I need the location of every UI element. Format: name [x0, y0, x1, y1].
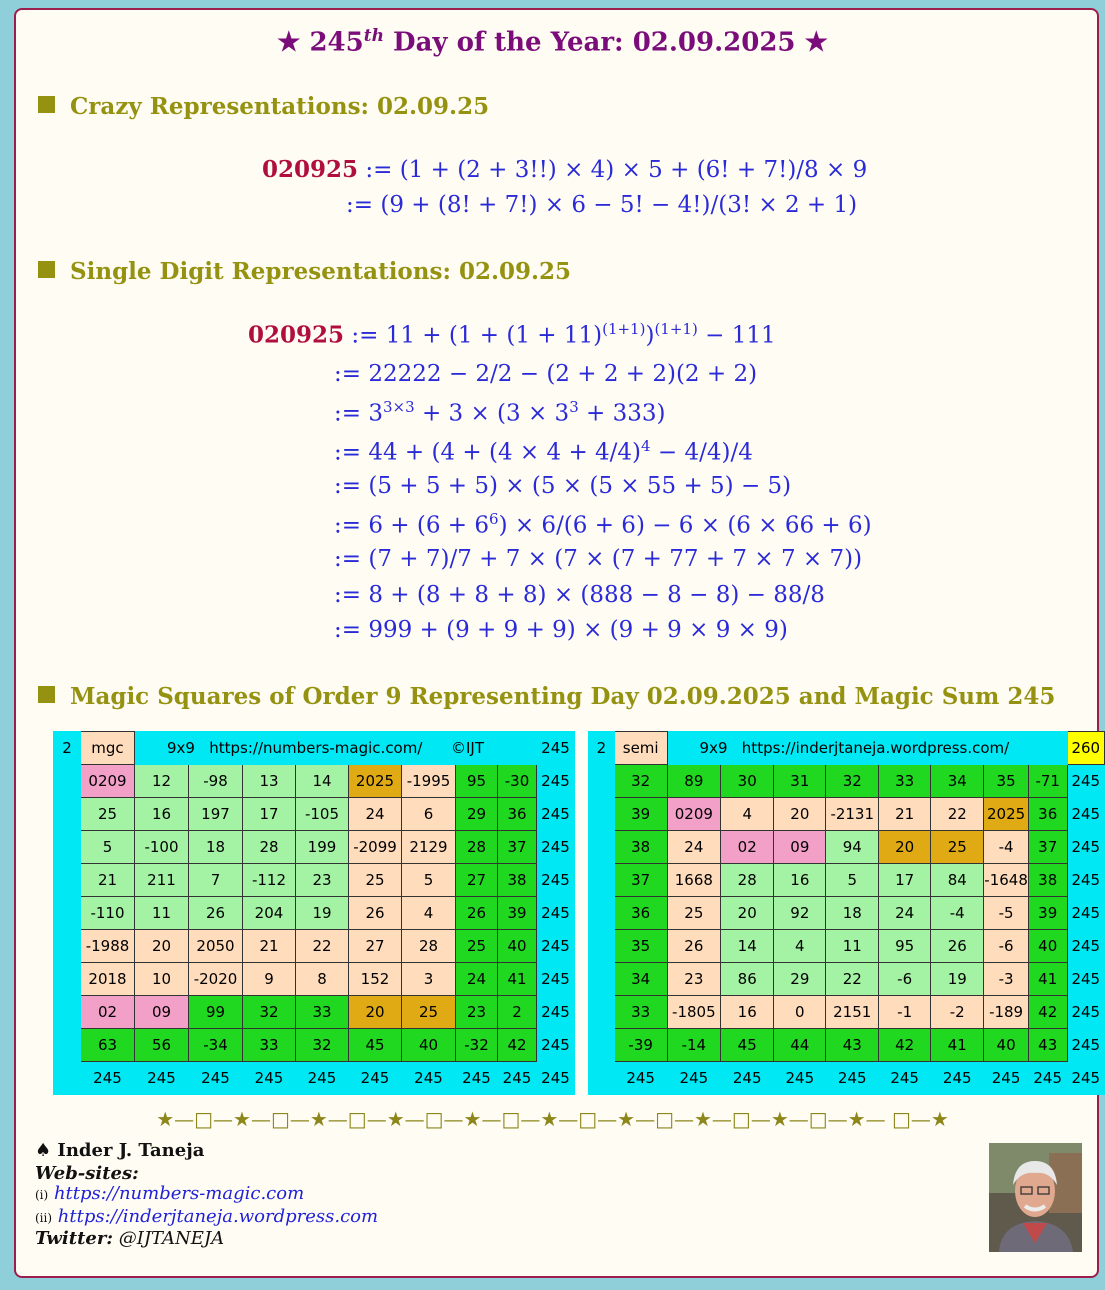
square-cell: 36 [498, 798, 537, 831]
index-cell [54, 798, 81, 831]
table-row [54, 996, 575, 1029]
square-cell: 22 [296, 930, 349, 963]
square-cell: -98 [189, 765, 243, 798]
table-row [54, 1029, 575, 1062]
header-index: 2 [589, 732, 615, 765]
sum-cell: 245 [537, 798, 575, 831]
index-cell [589, 897, 615, 930]
square-cell: 24 [349, 798, 402, 831]
sum-cell: 245 [81, 1062, 135, 1095]
square-cell: 35 [614, 930, 667, 963]
sum-cell: 245 [296, 1062, 349, 1095]
sum-cell: 245 [537, 930, 575, 963]
square-cell: 23 [667, 963, 721, 996]
square-cell: 23 [456, 996, 498, 1029]
square-cell: 42 [1028, 996, 1067, 1029]
square-cell: 33 [296, 996, 349, 1029]
square-cell: 16 [774, 864, 826, 897]
sum-cell: 245 [537, 963, 575, 996]
square-cell: 38 [614, 831, 667, 864]
sum-cell: 245 [1067, 831, 1104, 864]
square-cell: 33 [243, 1029, 296, 1062]
square-cell: 63 [81, 1029, 135, 1062]
sum-cell: 245 [537, 897, 575, 930]
square-cell: -105 [296, 798, 349, 831]
crazy-line-2: := (9 + (8! + 7!) × 6 − 5! − 4!)/(3! × 2 + 1) [346, 192, 858, 218]
square-cell: 20 [721, 897, 774, 930]
square-cell: 86 [721, 963, 774, 996]
table-row [589, 831, 1105, 864]
sum-cell: 245 [349, 1062, 402, 1095]
square-cell: -189 [984, 996, 1029, 1029]
square-cell: 27 [349, 930, 402, 963]
single-line-8: := 8 + (8 + 8 + 8) × (888 − 8 − 8) − 88/8 [334, 582, 825, 608]
square-cell: 28 [721, 864, 774, 897]
single-line-3: := $3^{3\times 3} + 3 \times (3 \times 3^3 + 333)$ [334, 398, 666, 427]
square-cell: -4 [931, 897, 984, 930]
square-cell: 44 [774, 1029, 826, 1062]
sum-cell: 245 [243, 1062, 296, 1095]
square-cell: 95 [456, 765, 498, 798]
square-cell: 28 [402, 930, 456, 963]
index-cell [54, 765, 81, 798]
square-cell: 19 [931, 963, 984, 996]
square-cell: 56 [135, 1029, 189, 1062]
sum-cell: 245 [498, 1062, 537, 1095]
square-cell: 20 [879, 831, 931, 864]
sum-cell: 245 [1028, 1062, 1067, 1095]
square-cell: -112 [243, 864, 296, 897]
magic-square-1 [53, 731, 575, 1095]
table-row [54, 930, 575, 963]
sum-cell: 245 [826, 1062, 879, 1095]
sum-cell: 245 [667, 1062, 721, 1095]
sum-cell: 245 [456, 1062, 498, 1095]
square-cell: 21 [243, 930, 296, 963]
square-cell: 24 [456, 963, 498, 996]
square-cell: 89 [667, 765, 721, 798]
sum-cell: 245 [537, 831, 575, 864]
square-cell: 27 [456, 864, 498, 897]
table-row [589, 963, 1105, 996]
square-cell: 197 [189, 798, 243, 831]
sum-cell: 245 [721, 1062, 774, 1095]
square-cell: 9 [243, 963, 296, 996]
square-cell: 18 [826, 897, 879, 930]
square-cell: -2099 [349, 831, 402, 864]
index-cell [589, 963, 615, 996]
square-cell: 25 [667, 897, 721, 930]
square-cell: 41 [1028, 963, 1067, 996]
sum-cell: 245 [537, 1062, 575, 1095]
sum-cell: 245 [1067, 996, 1104, 1029]
square-cell: 2129 [402, 831, 456, 864]
table-row [54, 765, 575, 798]
square-cell: 4 [721, 798, 774, 831]
square-cell: 25 [402, 996, 456, 1029]
square-cell: 26 [931, 930, 984, 963]
table-row [589, 996, 1105, 1029]
square-cell: 24 [879, 897, 931, 930]
square-cell: 20 [135, 930, 189, 963]
square-cell: 25 [931, 831, 984, 864]
square-cell: 3 [402, 963, 456, 996]
table-row [589, 1029, 1105, 1062]
sum-cell: 245 [1067, 897, 1104, 930]
square-cell: -3 [984, 963, 1029, 996]
square-cell: -2131 [826, 798, 879, 831]
square-cell: 37 [614, 864, 667, 897]
table-row [54, 897, 575, 930]
square-cell: 37 [498, 831, 537, 864]
square-cell: 21 [879, 798, 931, 831]
square-cell: 4 [774, 930, 826, 963]
square-cell: -110 [81, 897, 135, 930]
square-cell: 26 [349, 897, 402, 930]
square-cell: 32 [243, 996, 296, 1029]
index-cell [589, 996, 615, 1029]
square-cell: 28 [243, 831, 296, 864]
square-cell: 1668 [667, 864, 721, 897]
square-cell: 09 [135, 996, 189, 1029]
square-cell: 32 [614, 765, 667, 798]
table-row [589, 897, 1105, 930]
square-cell: 152 [349, 963, 402, 996]
table-row [54, 798, 575, 831]
sum-cell: 245 [537, 765, 575, 798]
square-cell: 22 [826, 963, 879, 996]
square-cell: 26 [667, 930, 721, 963]
square-cell: -71 [1028, 765, 1067, 798]
square-cell: 43 [826, 1029, 879, 1062]
square-cell: 7 [189, 864, 243, 897]
square-cell: 39 [614, 798, 667, 831]
square-cell: 5 [81, 831, 135, 864]
square-cell: -2 [931, 996, 984, 1029]
square-cell: 13 [243, 765, 296, 798]
website-link-2[interactable]: https://inderjtaneja.wordpress.com [57, 1206, 379, 1227]
square-cell: 99 [189, 996, 243, 1029]
square-cell: 199 [296, 831, 349, 864]
square-cell: -5 [984, 897, 1029, 930]
square-cell: 02 [81, 996, 135, 1029]
square-cell: 2025 [984, 798, 1029, 831]
sum-cell: 245 [1067, 864, 1104, 897]
header-title: 9x9 https://numbers-magic.com/ ©IJT [135, 732, 537, 765]
square-cell: 35 [984, 765, 1029, 798]
square-cell: 41 [931, 1029, 984, 1062]
table-row [589, 765, 1105, 798]
table-row [589, 798, 1105, 831]
sum-cell: 245 [879, 1062, 931, 1095]
square-cell: 38 [498, 864, 537, 897]
section-crazy: Crazy Representations: 02.09.25 [38, 93, 489, 120]
author-photo [989, 1143, 1082, 1252]
square-cell: 11 [135, 897, 189, 930]
square-cell: 18 [189, 831, 243, 864]
website-1: (i) https://numbers-magic.com [35, 1183, 305, 1204]
square-cell: 0209 [667, 798, 721, 831]
square-cell: 31 [774, 765, 826, 798]
square-cell: 21 [81, 864, 135, 897]
square-cell: 30 [721, 765, 774, 798]
square-cell: -32 [456, 1029, 498, 1062]
square-cell: 40 [498, 930, 537, 963]
square-cell: 25 [456, 930, 498, 963]
square-cell: 16 [135, 798, 189, 831]
sum-cell: 245 [537, 996, 575, 1029]
sum-cell: 245 [931, 1062, 984, 1095]
square-cell: -34 [189, 1029, 243, 1062]
square-cell: 39 [498, 897, 537, 930]
square-cell: 16 [721, 996, 774, 1029]
star-separator: ★—□—★—□—★—□—★—□—★—□—★—□—★—□—★—□—★—□—★— □—★ [156, 1107, 949, 1131]
single-line-4: := $44 + (4 + (4 \times 4 + 4/4)^4 - 4/4)/4$ [334, 437, 753, 466]
square-cell: 0 [774, 996, 826, 1029]
square-cell: 43 [1028, 1029, 1067, 1062]
square-cell: 45 [349, 1029, 402, 1062]
square-cell: -6 [879, 963, 931, 996]
square-cell: 4 [402, 897, 456, 930]
header-title: 9x9 https://inderjtaneja.wordpress.com/ [667, 732, 1067, 765]
square-cell: -1995 [402, 765, 456, 798]
square-cell: 5 [826, 864, 879, 897]
single-line-5: := (5 + 5 + 5) × (5 × (5 × 55 + 5) − 5) [334, 473, 792, 499]
square-cell: -1 [879, 996, 931, 1029]
square-cell: 2 [498, 996, 537, 1029]
index-cell [54, 930, 81, 963]
square-cell: -1988 [81, 930, 135, 963]
square-cell: -14 [667, 1029, 721, 1062]
header-index: 2 [54, 732, 81, 765]
square-cell: 12 [135, 765, 189, 798]
sum-cell: 245 [402, 1062, 456, 1095]
square-cell: 26 [189, 897, 243, 930]
square-cell: 20 [774, 798, 826, 831]
square-cell: 02 [721, 831, 774, 864]
sum-cell: 245 [135, 1062, 189, 1095]
single-line-7: := (7 + 7)/7 + 7 × (7 × (7 + 77 + 7 × 7 × 7)) [334, 546, 863, 572]
website-2: (ii) https://inderjtaneja.wordpress.com [35, 1206, 379, 1227]
single-line-6: := $6 + (6 + 6^6) \times 6/(6 + 6) - 6 \times (6 \times 66 + 6)$ [334, 510, 872, 539]
index-cell [54, 831, 81, 864]
square-cell: 0209 [81, 765, 135, 798]
header-sum: 245 [537, 732, 575, 765]
square-cell: 37 [1028, 831, 1067, 864]
sum-cell: 245 [537, 1029, 575, 1062]
table-row [589, 1062, 1105, 1095]
section-magic: Magic Squares of Order 9 Representing Day 02.09.2025 and Magic Sum 245 [38, 683, 1055, 710]
square-cell: 40 [984, 1029, 1029, 1062]
square-cell: -30 [498, 765, 537, 798]
square-cell: -4 [984, 831, 1029, 864]
table-row [54, 831, 575, 864]
square-cell: 28 [456, 831, 498, 864]
square-cell: 25 [349, 864, 402, 897]
sum-cell: 245 [1067, 765, 1104, 798]
square-cell: 2151 [826, 996, 879, 1029]
square-cell: 19 [296, 897, 349, 930]
sum-cell: 245 [774, 1062, 826, 1095]
sum-cell: 245 [614, 1062, 667, 1095]
index-cell [54, 996, 81, 1029]
square-cell: 84 [931, 864, 984, 897]
websites-label: Web-sites: [35, 1163, 139, 1184]
sum-cell: 245 [537, 864, 575, 897]
header-tag: semi [614, 732, 667, 765]
square-cell: 33 [879, 765, 931, 798]
square-cell: 211 [135, 864, 189, 897]
square-cell: 40 [1028, 930, 1067, 963]
square-cell: 45 [721, 1029, 774, 1062]
square-cell: 17 [243, 798, 296, 831]
index-cell [589, 864, 615, 897]
sum-cell: 245 [1067, 963, 1104, 996]
square-cell: 17 [879, 864, 931, 897]
index-cell [54, 897, 81, 930]
square-cell: -1805 [667, 996, 721, 1029]
index-cell [589, 930, 615, 963]
page-title: ★ 245th Day of the Year: 02.09.2025 ★ [277, 26, 828, 58]
sum-cell: 245 [984, 1062, 1029, 1095]
square-cell: 2025 [349, 765, 402, 798]
author-name: ♠ Inder J. Taneja [35, 1140, 205, 1161]
table-row [54, 864, 575, 897]
square-cell: 95 [879, 930, 931, 963]
header-sum: 260 [1067, 732, 1104, 765]
square-cell: 32 [826, 765, 879, 798]
square-cell: 11 [826, 930, 879, 963]
square-cell: 09 [774, 831, 826, 864]
sum-cell: 245 [189, 1062, 243, 1095]
square-cell: 14 [721, 930, 774, 963]
square-cell: 33 [614, 996, 667, 1029]
square-cell: 94 [826, 831, 879, 864]
table-row [54, 1062, 575, 1095]
index-cell [54, 963, 81, 996]
index-cell [589, 798, 615, 831]
single-line-9: := 999 + (9 + 9 + 9) × (9 + 9 × 9 × 9) [334, 617, 788, 643]
square-cell: 29 [456, 798, 498, 831]
square-cell: 38 [1028, 864, 1067, 897]
square-cell: 5 [402, 864, 456, 897]
single-line-2: := 22222 − 2/2 − (2 + 2 + 2)(2 + 2) [334, 361, 758, 387]
index-cell [589, 1029, 615, 1062]
sum-cell: 245 [1067, 1029, 1104, 1062]
table-row [589, 864, 1105, 897]
square-cell: 23 [296, 864, 349, 897]
index-cell [589, 765, 615, 798]
table-row [589, 930, 1105, 963]
square-cell: 42 [498, 1029, 537, 1062]
twitter-line: Twitter: @IJTANEJA [35, 1228, 225, 1249]
square-cell: 34 [614, 963, 667, 996]
section-single: Single Digit Representations: 02.09.25 [38, 258, 571, 285]
square-cell: 20 [349, 996, 402, 1029]
square-cell: 24 [667, 831, 721, 864]
square-cell: -6 [984, 930, 1029, 963]
index-cell [54, 864, 81, 897]
square-cell: 2050 [189, 930, 243, 963]
crazy-line-1: 020925 := (1 + (2 + 3!!) × 4) × 5 + (6! + 7!)/8 × 9 [262, 156, 868, 183]
square-cell: 6 [402, 798, 456, 831]
index-cell [589, 1062, 615, 1095]
square-cell: 25 [81, 798, 135, 831]
sum-cell: 245 [1067, 1062, 1104, 1095]
website-link-1[interactable]: https://numbers-magic.com [53, 1183, 305, 1204]
square-cell: -100 [135, 831, 189, 864]
sum-cell: 245 [1067, 798, 1104, 831]
square-cell: 92 [774, 897, 826, 930]
square-cell: 32 [296, 1029, 349, 1062]
square-cell: 34 [931, 765, 984, 798]
square-cell: -2020 [189, 963, 243, 996]
square-cell: 14 [296, 765, 349, 798]
index-cell [589, 831, 615, 864]
square-cell: 36 [1028, 798, 1067, 831]
square-cell: 42 [879, 1029, 931, 1062]
sum-cell: 245 [1067, 930, 1104, 963]
square-cell: 29 [774, 963, 826, 996]
square-cell: -39 [614, 1029, 667, 1062]
square-cell: 22 [931, 798, 984, 831]
square-cell: -1648 [984, 864, 1029, 897]
square-cell: 204 [243, 897, 296, 930]
square-cell: 10 [135, 963, 189, 996]
square-cell: 26 [456, 897, 498, 930]
header-tag: mgc [81, 732, 135, 765]
single-line-1: 020925 := $11 + (1 + (1 + 11)^{(1+1)})^{(1+1)} - 111$ [248, 320, 776, 349]
square-cell: 40 [402, 1029, 456, 1062]
square-cell: 8 [296, 963, 349, 996]
table-row [54, 963, 575, 996]
magic-square-2 [588, 731, 1105, 1095]
index-cell [54, 1029, 81, 1062]
square-cell: 2018 [81, 963, 135, 996]
square-cell: 39 [1028, 897, 1067, 930]
index-cell [54, 1062, 81, 1095]
square-cell: 41 [498, 963, 537, 996]
square-cell: 36 [614, 897, 667, 930]
